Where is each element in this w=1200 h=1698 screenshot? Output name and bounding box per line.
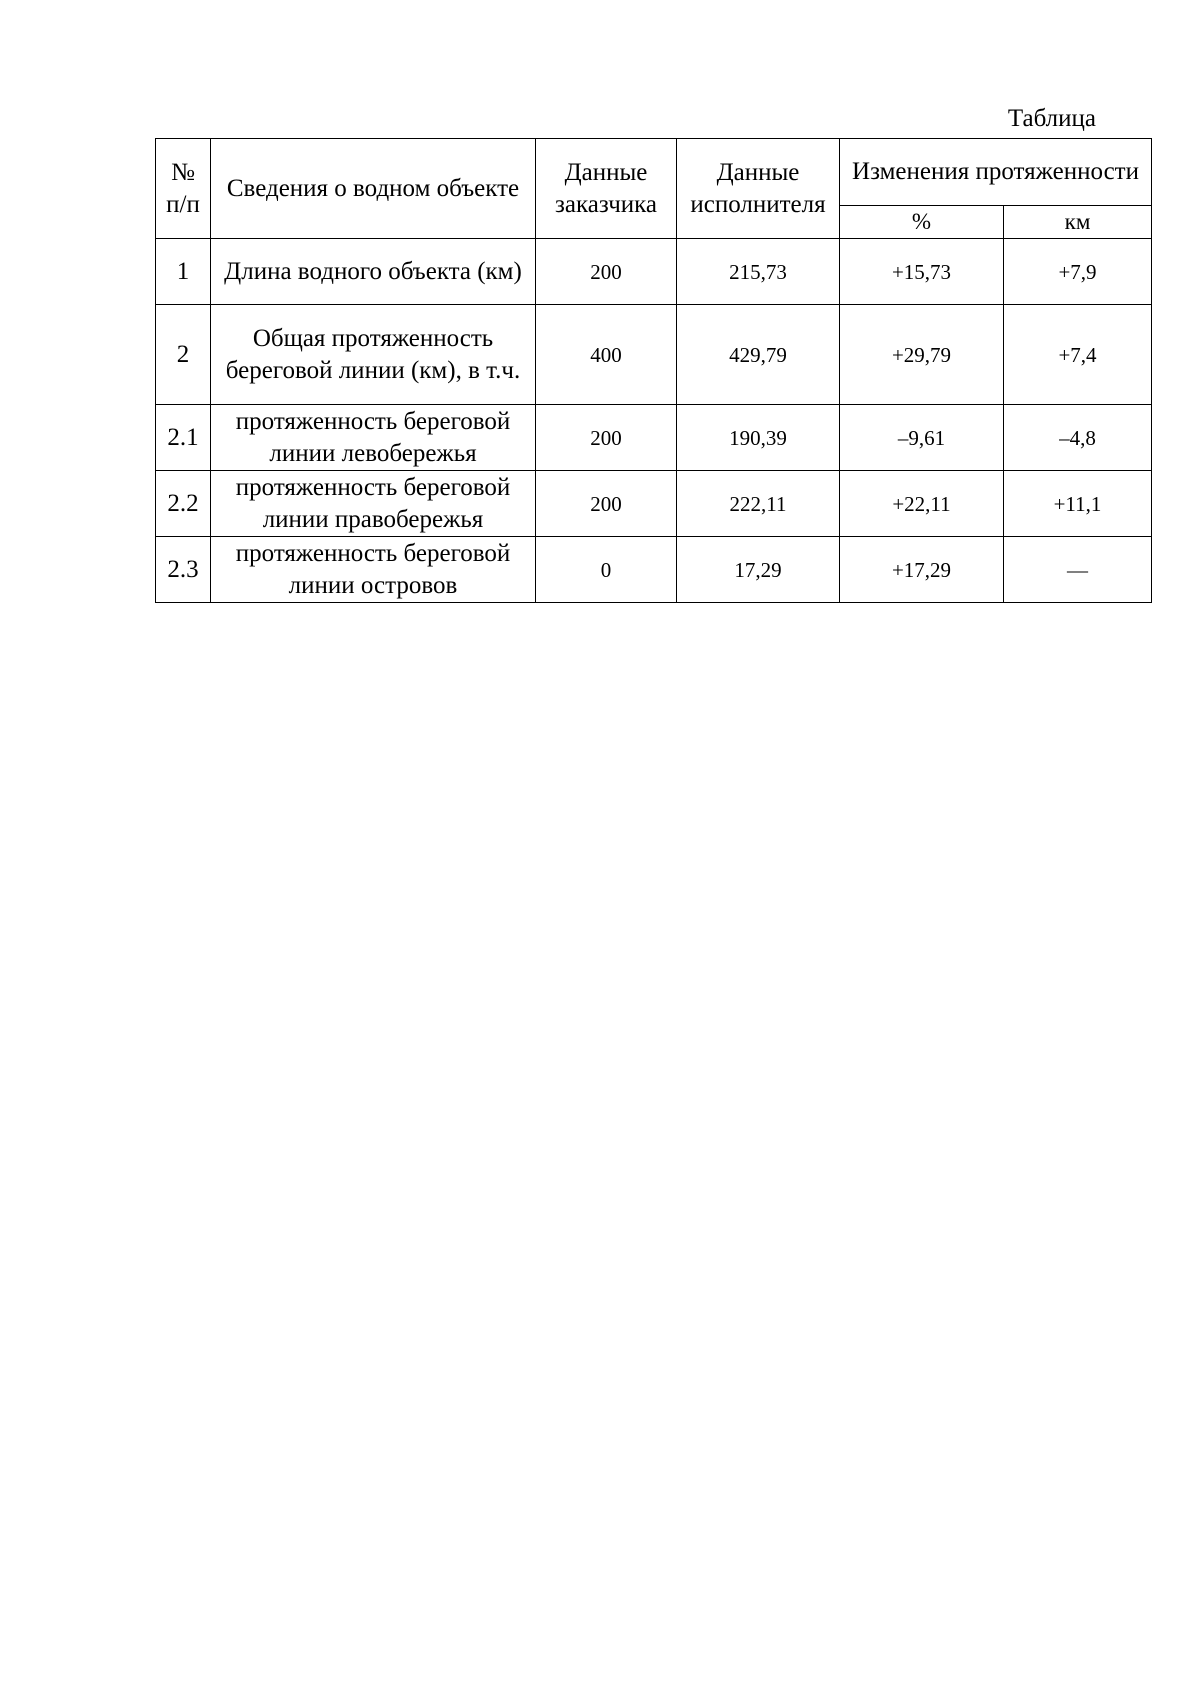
header-contractor-data: Данные исполнителя — [677, 139, 840, 239]
cell-description: протяженность береговой линии левобережья — [211, 405, 536, 471]
cell-percent: –9,61 — [840, 405, 1004, 471]
table-row — [156, 471, 1152, 537]
table-row — [156, 405, 1152, 471]
cell-num: 1 — [156, 239, 211, 305]
cell-description: Общая протяженность береговой линии (км), в т.ч. — [211, 305, 536, 405]
cell-customer: 0 — [536, 537, 677, 603]
cell-km: +7,4 — [1004, 305, 1152, 405]
cell-description: протяженность береговой линии островов — [211, 537, 536, 603]
data-table — [155, 138, 1152, 603]
table-caption: Таблица — [1007, 105, 1096, 132]
header-description: Сведения о водном объекте — [211, 139, 536, 239]
header-percent: % — [840, 206, 1004, 239]
cell-description: Длина водного объекта (км) — [211, 239, 536, 305]
cell-num: 2 — [156, 305, 211, 405]
cell-km: — — [1004, 537, 1152, 603]
cell-num: 2.3 — [156, 537, 211, 603]
cell-customer: 200 — [536, 471, 677, 537]
cell-num: 2.1 — [156, 405, 211, 471]
header-num: № п/п — [156, 139, 211, 239]
cell-percent: +15,73 — [840, 239, 1004, 305]
cell-percent: +17,29 — [840, 537, 1004, 603]
cell-contractor: 17,29 — [677, 537, 840, 603]
cell-contractor: 215,73 — [677, 239, 840, 305]
header-km: км — [1004, 206, 1152, 239]
cell-contractor: 190,39 — [677, 405, 840, 471]
cell-contractor: 429,79 — [677, 305, 840, 405]
table-row — [156, 305, 1152, 405]
cell-num: 2.2 — [156, 471, 211, 537]
cell-customer: 200 — [536, 405, 677, 471]
cell-contractor: 222,11 — [677, 471, 840, 537]
cell-percent: +22,11 — [840, 471, 1004, 537]
cell-customer: 400 — [536, 305, 677, 405]
cell-description: протяженность береговой линии правобережья — [211, 471, 536, 537]
cell-km: +7,9 — [1004, 239, 1152, 305]
cell-percent: +29,79 — [840, 305, 1004, 405]
cell-customer: 200 — [536, 239, 677, 305]
table-row — [156, 239, 1152, 305]
table-row — [156, 537, 1152, 603]
header-customer-data: Данные заказчика — [536, 139, 677, 239]
cell-km: +11,1 — [1004, 471, 1152, 537]
header-length-changes: Изменения протяженности — [840, 139, 1152, 206]
cell-km: –4,8 — [1004, 405, 1152, 471]
